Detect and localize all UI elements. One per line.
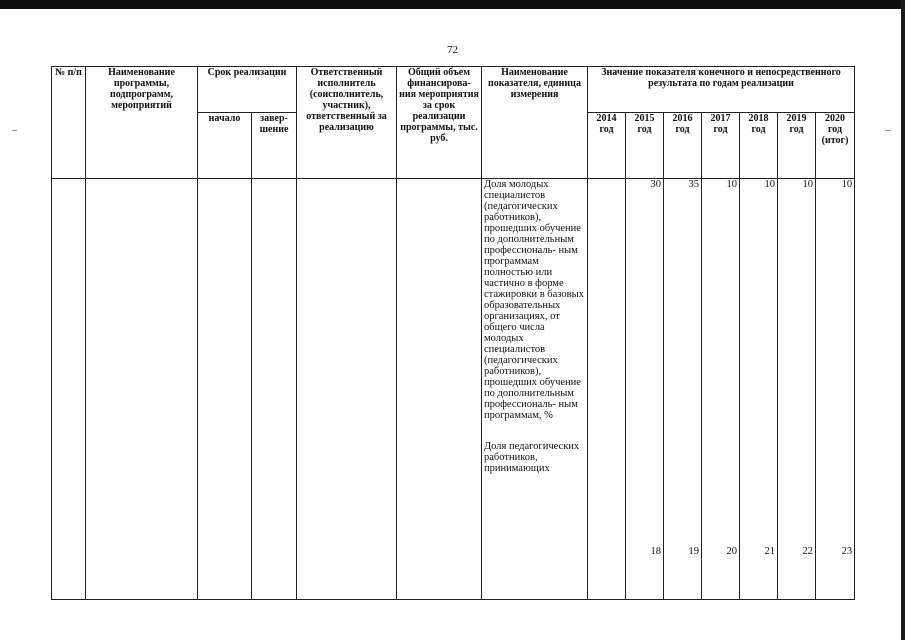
- header-indicator: Наименование показателя, единица измерения: [482, 67, 588, 179]
- value-row2-2016: 19: [688, 546, 699, 557]
- program-table: [51, 66, 855, 600]
- header-year-2018: 2018 год: [740, 113, 778, 179]
- cell-num: [52, 179, 86, 600]
- indicator-text-2: Доля педагогических работников, принимающих: [484, 441, 580, 474]
- value-row1-2019: 10: [802, 179, 813, 190]
- header-term-end: завер- шение: [252, 113, 297, 179]
- scan-mark: [885, 130, 891, 131]
- cell-executor: [297, 179, 397, 600]
- header-term-start: начало: [198, 113, 252, 179]
- cell-term-start: [198, 179, 252, 600]
- scan-top-edge: [0, 0, 905, 9]
- cell-name: [86, 179, 198, 600]
- header-year-2015: 2015 год: [626, 113, 664, 179]
- header-values-group: Значение показателя конечного и непосредственного результата по годам реализации: [588, 67, 855, 113]
- value-row2-2017: 20: [726, 546, 737, 557]
- value-row1-2020: 10: [841, 179, 853, 190]
- cell-value-2016: [664, 179, 702, 600]
- value-row2-2015: 18: [650, 546, 661, 557]
- cell-value-2017: [702, 179, 740, 600]
- header-name: Наименование программы, подпрограмм, мероприятий: [86, 67, 198, 179]
- cell-indicator: [482, 179, 588, 600]
- header-term: Срок реализации: [198, 67, 297, 113]
- header-num: № п/п: [52, 67, 86, 179]
- cell-term-end: [252, 179, 297, 600]
- scan-mark: [12, 130, 17, 131]
- value-row1-2015: 30: [650, 179, 661, 190]
- cell-value-2014: [588, 179, 626, 600]
- cell-value-2018: [740, 179, 778, 600]
- value-row2-2019: 22: [802, 546, 813, 557]
- value-row1-2018: 10: [764, 179, 775, 190]
- cell-value-2015: [626, 179, 664, 600]
- header-year-2019: 2019 год: [778, 113, 816, 179]
- value-row2-2020: 23: [841, 546, 853, 557]
- indicator-text-1: Доля молодых специалистов (педагогических работников), прошедших обучение по дополнительным профессиональ- ным программам полностью или частично в форме стажировки в базовых образовательных организациях, от общего числа молодых специалистов (педагогических работников), прошедших обучение по дополнительным профессиональ- ным программам, %: [484, 179, 584, 421]
- value-row1-2017: 10: [726, 179, 737, 190]
- cell-value-2020: [816, 179, 855, 600]
- header-executor: Ответственный исполнитель (соисполнитель, участник), ответственный за реализацию: [297, 67, 397, 179]
- header-funding: Общий объем финансирова- ния мероприятия за срок реализации программы, тыс. руб.: [397, 67, 482, 179]
- page-number: 72: [447, 44, 458, 56]
- value-row1-2016: 35: [688, 179, 699, 190]
- cell-value-2019: [778, 179, 816, 600]
- table-row: [52, 179, 855, 600]
- header-year-2014: 2014 год: [588, 113, 626, 179]
- header-year-2016: 2016 год: [664, 113, 702, 179]
- header-year-2017: 2017 год: [702, 113, 740, 179]
- value-row2-2018: 21: [764, 546, 775, 557]
- cell-funding: [397, 179, 482, 600]
- scan-right-edge: [901, 0, 905, 640]
- header-year-2020: 2020 год (итог): [816, 113, 855, 179]
